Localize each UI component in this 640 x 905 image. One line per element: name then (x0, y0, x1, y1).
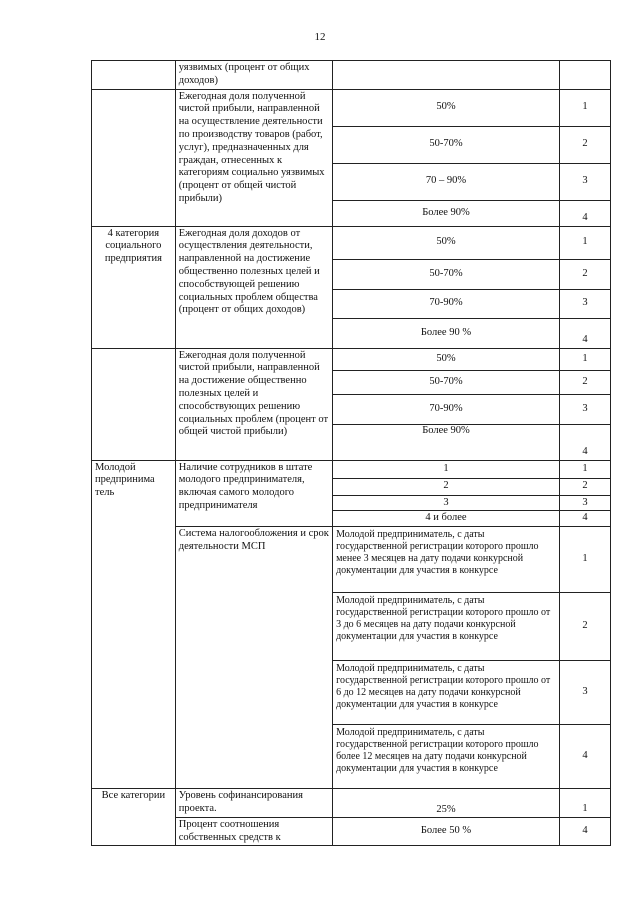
value-cell: Более 50 % (333, 817, 560, 846)
value-cell: 4 и более (333, 511, 560, 527)
value-cell: 50% (333, 226, 560, 259)
score-cell: 3 (559, 661, 610, 725)
indicator-cell: Уровень софинансирования проекта. (175, 789, 332, 818)
value-cell: 25% (333, 789, 560, 818)
score-cell: 4 (559, 318, 610, 348)
category-cell: 4 категория социального предприятия (92, 226, 176, 348)
value-cell: 50% (333, 348, 560, 370)
score-cell: 2 (559, 259, 610, 289)
value-cell: 50-70% (333, 370, 560, 394)
category-cell (92, 348, 176, 460)
score-cell (559, 61, 610, 90)
score-cell: 4 (559, 725, 610, 789)
criteria-table (91, 60, 611, 846)
value-cell: 1 (333, 460, 560, 478)
score-cell: 2 (559, 478, 610, 495)
score-cell: 2 (559, 370, 610, 394)
category-cell: Молодой предпринима тель (92, 460, 176, 789)
indicator-cell: Система налогообложения и срок деятельности МСП (175, 527, 332, 789)
value-cell: Более 90% (333, 424, 560, 460)
indicator-cell: Наличие сотрудников в штате молодого предпринимателя, включая самого молодого предпринимателя (175, 460, 332, 527)
score-cell: 3 (559, 394, 610, 424)
value-cell: 50% (333, 89, 560, 126)
category-cell (92, 89, 176, 226)
score-cell: 1 (559, 789, 610, 818)
table-row (92, 61, 611, 90)
score-cell: 2 (559, 126, 610, 163)
value-cell: Молодой предприниматель, с даты государственной регистрации которого прошло от 6 до 12 месяцев на дату подачи конкурсной документации для участия в конкурсе (333, 661, 560, 725)
value-cell: Молодой предприниматель, с даты государственной регистрации которого прошло от 3 до 6 месяцев на дату подачи конкурсной документации для участия в конкурсе (333, 593, 560, 661)
score-cell: 4 (559, 817, 610, 846)
value-cell (333, 61, 560, 90)
value-cell: 70-90% (333, 289, 560, 318)
score-cell: 3 (559, 163, 610, 200)
score-cell: 4 (559, 424, 610, 460)
table-row (92, 89, 611, 126)
score-cell: 1 (559, 348, 610, 370)
value-cell: 50-70% (333, 259, 560, 289)
score-cell: 4 (559, 200, 610, 226)
indicator-cell: Ежегодная доля полученной чистой прибыли, направленной на осуществление деятельности по производству товаров (работ, услуг), предназначенных для граждан, отнесенных к категориям социально уязвимых (процент от общей чистой прибыли) (175, 89, 332, 226)
value-cell: 3 (333, 495, 560, 511)
score-cell: 3 (559, 495, 610, 511)
value-cell: 70 – 90% (333, 163, 560, 200)
indicator-cell: уязвимых (процент от общих доходов) (175, 61, 332, 90)
value-cell: 50-70% (333, 126, 560, 163)
value-cell: Более 90% (333, 200, 560, 226)
score-cell: 2 (559, 593, 610, 661)
value-cell: 2 (333, 478, 560, 495)
value-cell: Более 90 % (333, 318, 560, 348)
score-cell: 1 (559, 460, 610, 478)
score-cell: 3 (559, 289, 610, 318)
score-cell: 1 (559, 226, 610, 259)
score-cell: 4 (559, 511, 610, 527)
table-row (92, 348, 611, 370)
table-row (92, 789, 611, 818)
table-row (92, 460, 611, 478)
indicator-cell: Процент соотношения собственных средств к (175, 817, 332, 846)
value-cell: Молодой предприниматель, с даты государственной регистрации которого прошло более 12 месяцев на дату подачи конкурсной документации для участия в конкурсе (333, 725, 560, 789)
category-cell (92, 61, 176, 90)
page-number: 12 (314, 31, 326, 43)
category-cell: Все категории (92, 789, 176, 846)
score-cell: 1 (559, 527, 610, 593)
value-cell: 70-90% (333, 394, 560, 424)
indicator-cell: Ежегодная доля полученной чистой прибыли, направленной на достижение общественно полезных целей и способствующих решению социальных проблем (процент от общей чистой прибыли) (175, 348, 332, 460)
score-cell: 1 (559, 89, 610, 126)
indicator-cell: Ежегодная доля доходов от осуществления деятельности, направленной на достижение общественно полезных целей и способствующей решению социальных проблем общества (процент от общих доходов) (175, 226, 332, 348)
table-row (92, 226, 611, 259)
value-cell: Молодой предприниматель, с даты государственной регистрации которого прошло менее 3 месяцев на дату подачи конкурсной документации для участия в конкурсе (333, 527, 560, 593)
